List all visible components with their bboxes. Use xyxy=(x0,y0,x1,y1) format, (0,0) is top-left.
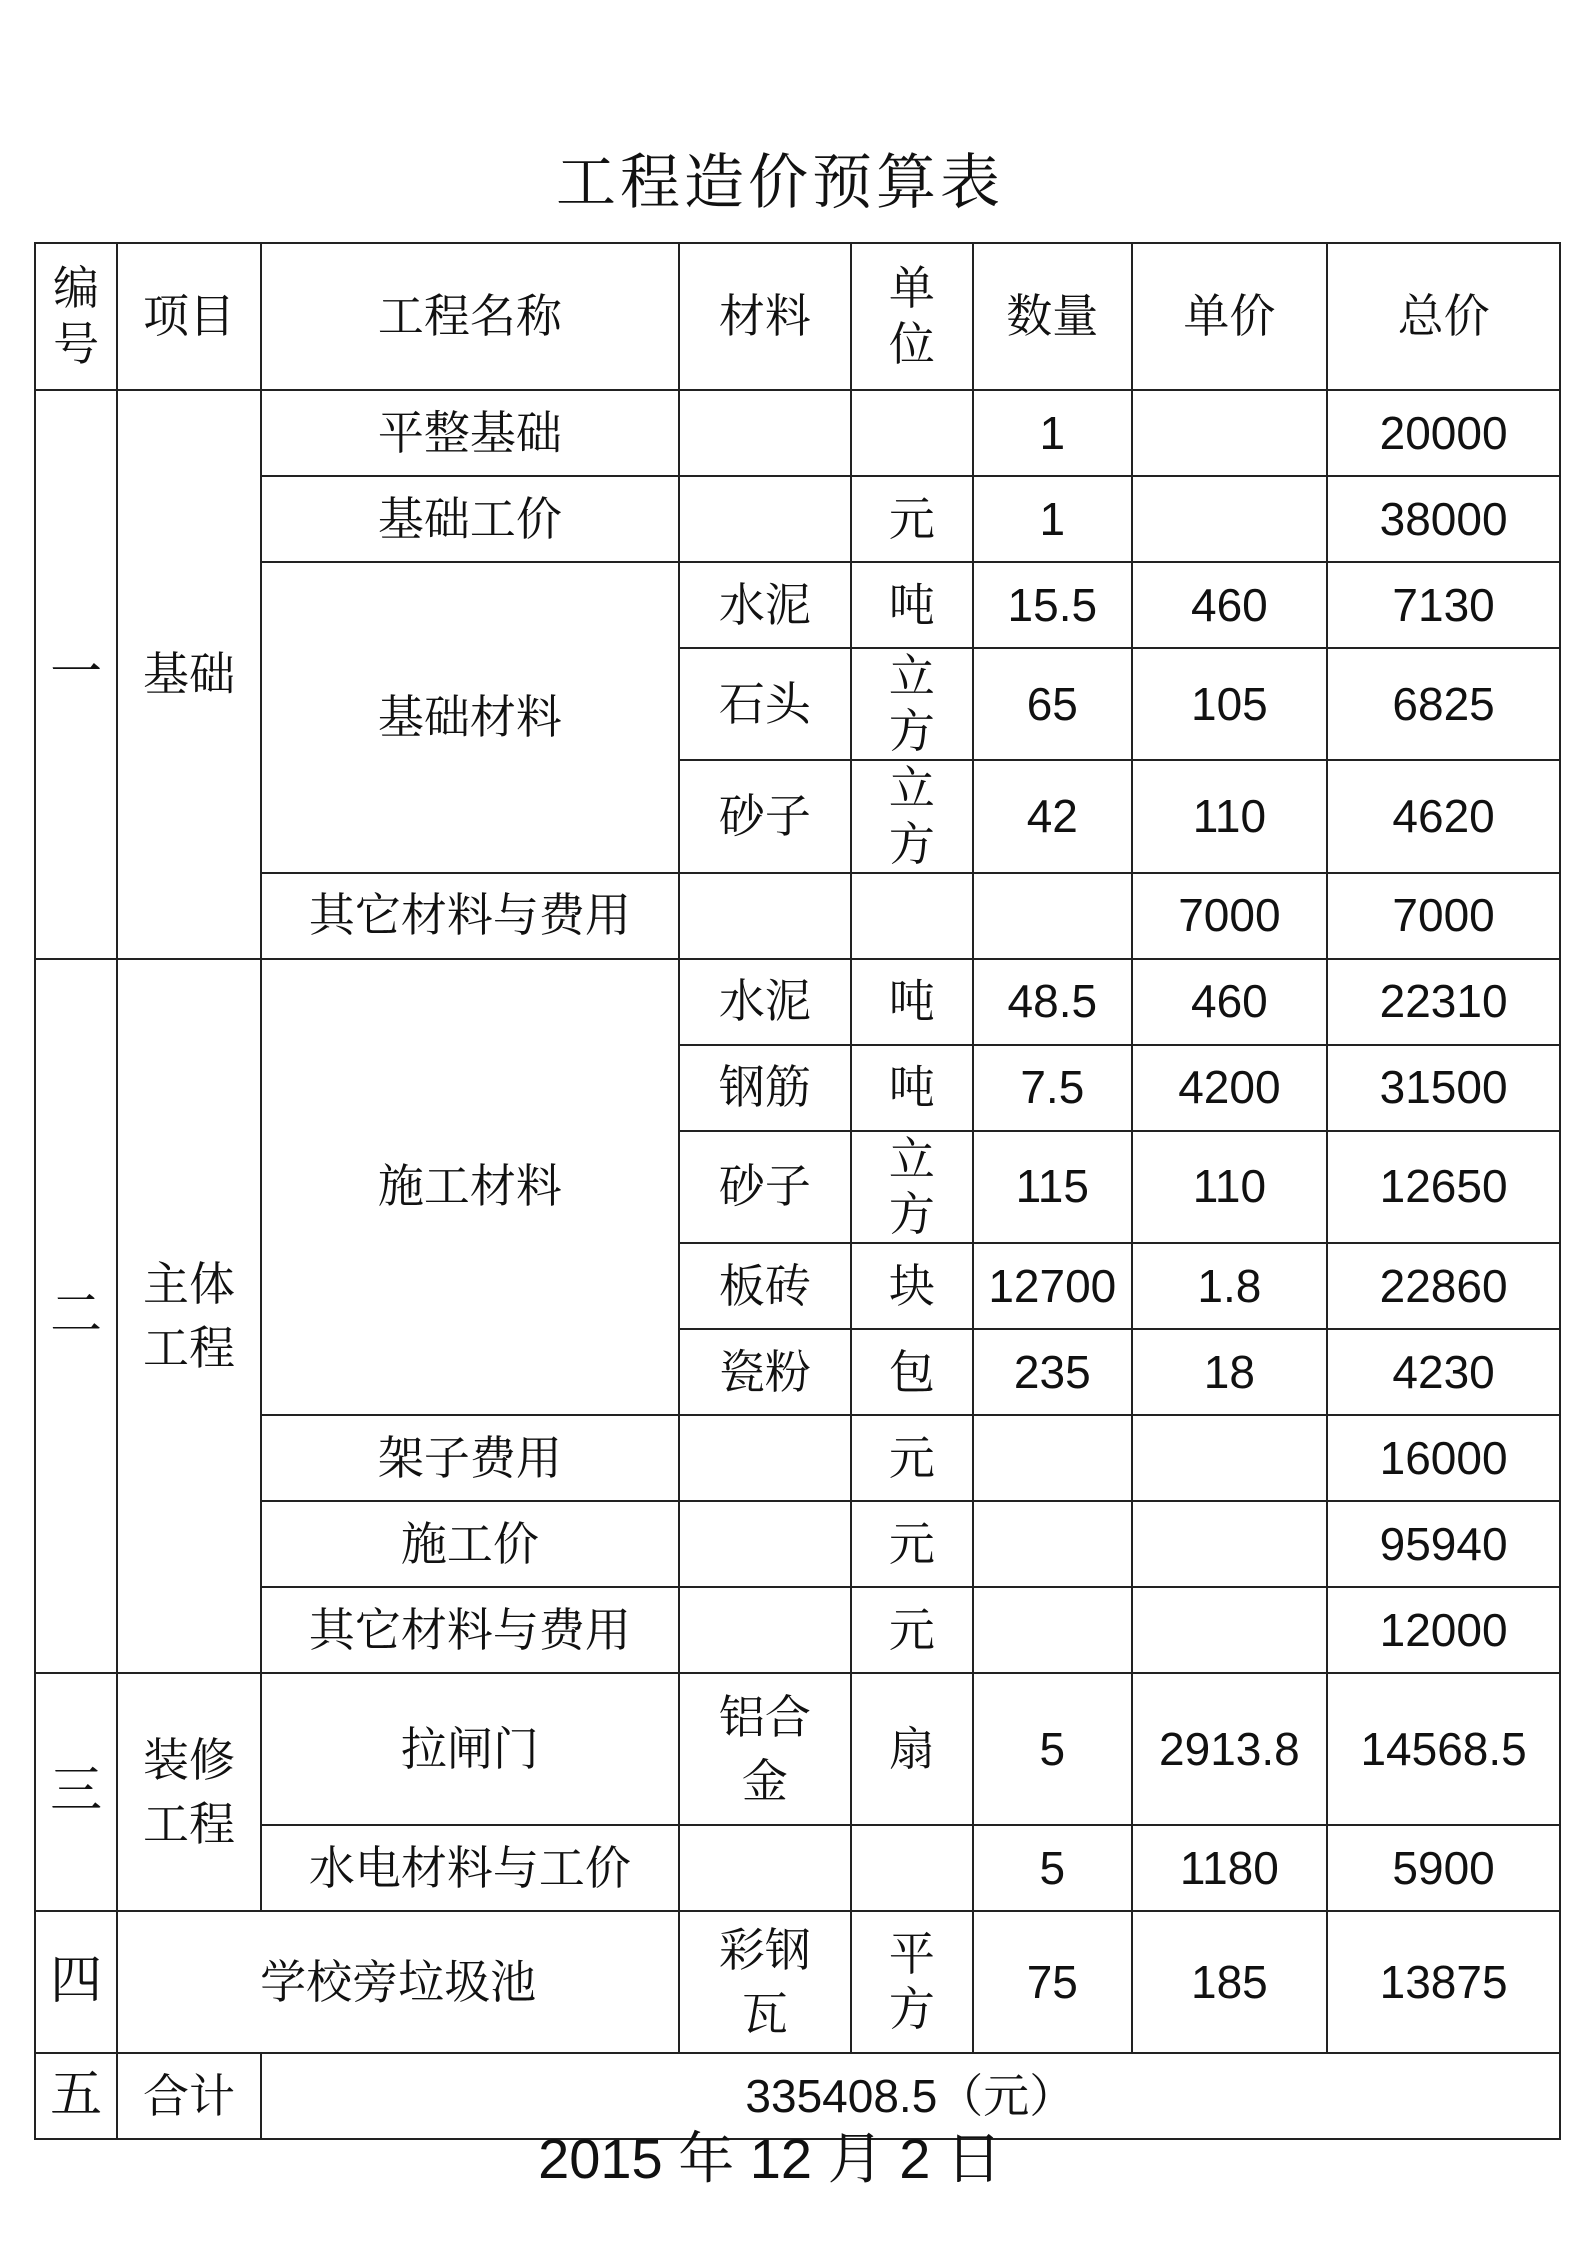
project-name: 基础工价 xyxy=(261,476,679,562)
section-no: 四 xyxy=(35,1911,117,2053)
total-cell: 13875 xyxy=(1327,1911,1560,2053)
unit-cell: 元 xyxy=(851,1415,973,1501)
project-name: 拉闸门 xyxy=(261,1673,679,1825)
total-cell: 16000 xyxy=(1327,1415,1560,1501)
project-name: 学校旁垃圾池 xyxy=(117,1911,679,2053)
material-cell: 砂子 xyxy=(679,1131,851,1243)
section-no: 二 xyxy=(35,959,117,1673)
qty-cell xyxy=(973,873,1132,959)
project-name: 架子费用 xyxy=(261,1415,679,1501)
material-cell xyxy=(679,1501,851,1587)
group-name: 施工材料 xyxy=(261,959,679,1415)
table-row xyxy=(35,1673,1560,1825)
material-cell: 瓷粉 xyxy=(679,1329,851,1415)
total-cell: 4230 xyxy=(1327,1329,1560,1415)
header-qty: 数量 xyxy=(973,243,1132,390)
document-title: 工程造价预算表 xyxy=(556,148,1004,218)
qty-cell: 235 xyxy=(973,1329,1132,1415)
unit-cell: 平方 xyxy=(851,1911,973,2053)
section-item: 合计 xyxy=(117,2053,260,2139)
total-cell: 12650 xyxy=(1327,1131,1560,1243)
qty-cell xyxy=(973,1501,1132,1587)
section-no: 五 xyxy=(35,2053,117,2139)
total-cell: 20000 xyxy=(1327,390,1560,476)
section-no: 一 xyxy=(35,390,117,959)
project-name: 其它材料与费用 xyxy=(261,1587,679,1673)
grand-total: 335408.5（元） xyxy=(261,2053,1560,2139)
price-cell xyxy=(1132,390,1328,476)
header-total: 总价 xyxy=(1327,243,1560,390)
header-price: 单价 xyxy=(1132,243,1328,390)
header-unit: 单位 xyxy=(851,243,973,390)
material-cell: 石头 xyxy=(679,648,851,760)
table-row xyxy=(35,562,1560,648)
unit-cell: 吨 xyxy=(851,1045,973,1131)
unit-cell xyxy=(851,390,973,476)
material-cell: 彩钢瓦 xyxy=(679,1911,851,2053)
material-cell: 铝合金 xyxy=(679,1673,851,1825)
price-cell xyxy=(1132,1501,1328,1587)
section-item: 装修工程 xyxy=(117,1673,260,1911)
project-name: 施工价 xyxy=(261,1501,679,1587)
price-cell xyxy=(1132,1415,1328,1501)
unit-cell: 元 xyxy=(851,1501,973,1587)
project-name: 其它材料与费用 xyxy=(261,873,679,959)
unit-cell xyxy=(851,1825,973,1911)
unit-cell: 立方 xyxy=(851,760,973,872)
material-cell xyxy=(679,1587,851,1673)
table-row xyxy=(35,1825,1560,1911)
price-cell: 1.8 xyxy=(1132,1243,1328,1329)
header-item: 项目 xyxy=(117,243,260,390)
total-cell: 38000 xyxy=(1327,476,1560,562)
header-no: 编号 xyxy=(35,243,117,390)
price-cell: 110 xyxy=(1132,760,1328,872)
qty-cell xyxy=(973,1587,1132,1673)
qty-cell: 75 xyxy=(973,1911,1132,2053)
total-cell: 31500 xyxy=(1327,1045,1560,1131)
table-row xyxy=(35,959,1560,1045)
unit-cell: 块 xyxy=(851,1243,973,1329)
price-cell: 7000 xyxy=(1132,873,1328,959)
qty-cell: 5 xyxy=(973,1673,1132,1825)
section-item: 主体工程 xyxy=(117,959,260,1673)
section-item: 基础 xyxy=(117,390,260,959)
material-cell: 砂子 xyxy=(679,760,851,872)
qty-cell: 12700 xyxy=(973,1243,1132,1329)
table-row xyxy=(35,390,1560,476)
unit-cell: 吨 xyxy=(851,562,973,648)
price-cell: 4200 xyxy=(1132,1045,1328,1131)
total-cell: 22860 xyxy=(1327,1243,1560,1329)
table-row xyxy=(35,1415,1560,1501)
total-cell: 14568.5 xyxy=(1327,1673,1560,1825)
total-cell: 7000 xyxy=(1327,873,1560,959)
total-cell: 6825 xyxy=(1327,648,1560,760)
material-cell xyxy=(679,476,851,562)
price-cell xyxy=(1132,1587,1328,1673)
price-cell: 1180 xyxy=(1132,1825,1328,1911)
price-cell: 460 xyxy=(1132,562,1328,648)
total-cell: 22310 xyxy=(1327,959,1560,1045)
section-no: 三 xyxy=(35,1673,117,1911)
qty-cell: 65 xyxy=(973,648,1132,760)
unit-cell: 立方 xyxy=(851,1131,973,1243)
material-cell xyxy=(679,390,851,476)
qty-cell: 115 xyxy=(973,1131,1132,1243)
unit-cell: 立方 xyxy=(851,648,973,760)
header-name: 工程名称 xyxy=(261,243,679,390)
project-name: 水电材料与工价 xyxy=(261,1825,679,1911)
project-name: 平整基础 xyxy=(261,390,679,476)
unit-cell: 包 xyxy=(851,1329,973,1415)
material-cell: 水泥 xyxy=(679,562,851,648)
header-row xyxy=(35,243,1560,390)
qty-cell: 1 xyxy=(973,390,1132,476)
qty-cell: 15.5 xyxy=(973,562,1132,648)
price-cell: 185 xyxy=(1132,1911,1328,2053)
unit-cell xyxy=(851,873,973,959)
qty-cell: 48.5 xyxy=(973,959,1132,1045)
price-cell: 110 xyxy=(1132,1131,1328,1243)
budget-table xyxy=(34,242,1561,2140)
total-cell: 12000 xyxy=(1327,1587,1560,1673)
unit-cell: 元 xyxy=(851,476,973,562)
group-name: 基础材料 xyxy=(261,562,679,873)
qty-cell: 42 xyxy=(973,760,1132,872)
qty-cell: 5 xyxy=(973,1825,1132,1911)
material-cell: 水泥 xyxy=(679,959,851,1045)
material-cell xyxy=(679,1825,851,1911)
qty-cell: 1 xyxy=(973,476,1132,562)
total-cell: 5900 xyxy=(1327,1825,1560,1911)
material-cell: 板砖 xyxy=(679,1243,851,1329)
price-cell: 105 xyxy=(1132,648,1328,760)
price-cell xyxy=(1132,476,1328,562)
table-row xyxy=(35,873,1560,959)
total-cell: 7130 xyxy=(1327,562,1560,648)
table-row xyxy=(35,1587,1560,1673)
total-cell: 4620 xyxy=(1327,760,1560,872)
qty-cell: 7.5 xyxy=(973,1045,1132,1131)
total-cell: 95940 xyxy=(1327,1501,1560,1587)
price-cell: 460 xyxy=(1132,959,1328,1045)
unit-cell: 元 xyxy=(851,1587,973,1673)
table-row xyxy=(35,1911,1560,2053)
material-cell xyxy=(679,1415,851,1501)
table-row xyxy=(35,1501,1560,1587)
unit-cell: 吨 xyxy=(851,959,973,1045)
qty-cell xyxy=(973,1415,1132,1501)
document-date: 2015 年 12 月 2 日 xyxy=(538,2127,1002,2190)
header-material: 材料 xyxy=(679,243,851,390)
price-cell: 2913.8 xyxy=(1132,1673,1328,1825)
unit-cell: 扇 xyxy=(851,1673,973,1825)
price-cell: 18 xyxy=(1132,1329,1328,1415)
material-cell: 钢筋 xyxy=(679,1045,851,1131)
material-cell xyxy=(679,873,851,959)
table-row xyxy=(35,476,1560,562)
